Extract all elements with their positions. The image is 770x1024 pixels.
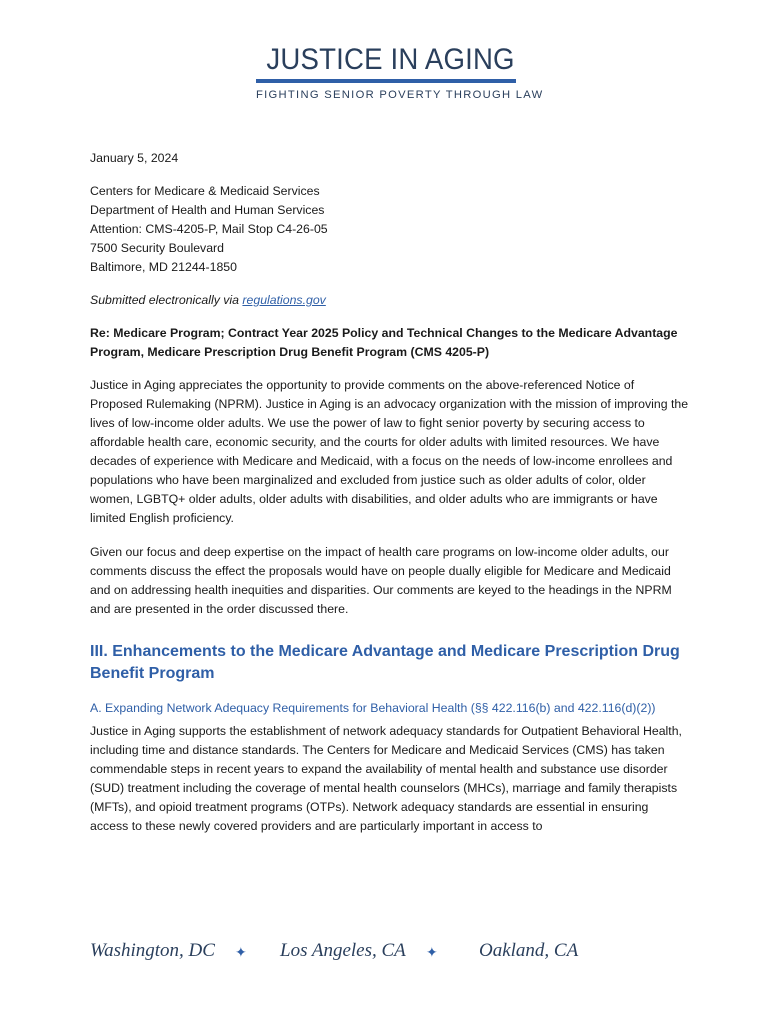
logo-title: JUSTICE IN AGING xyxy=(266,43,515,76)
regulations-gov-link[interactable]: regulations.gov xyxy=(242,293,326,307)
logo-tagline: FIGHTING SENIOR POVERTY THROUGH LAW xyxy=(256,89,544,101)
re-line: Re: Medicare Program; Contract Year 2025 Policy and Technical Changes to the Medicare Advantage Program, Medicare Prescription Drug Benefit Program (CMS 4205-P) xyxy=(90,326,678,359)
address-line: Attention: CMS-4205-P, Mail Stop C4-26-05 xyxy=(90,222,328,236)
submission-prefix: Submitted electronically via xyxy=(90,293,239,307)
network-adequacy-paragraph: Justice in Aging supports the establishment of network adequacy standards for Outpatient Behavioral Health, including time and distance standards. The Centers for Medicare and Medicaid Services (CMS) has taken commendable steps in recent years to expand the availability of mental health and substance use disorder (SUD) treatment including the coverage of mental health counselors (MHCs), marriage and family therapists (MFTs), and opioid treatment programs (OTPs). Network adequacy standards are essential in ensuring access to these newly covered providers and are particularly important in access to xyxy=(90,724,682,833)
footer-location-washington: Washington, DC xyxy=(90,940,215,961)
address-line: Baltimore, MD 21244-1850 xyxy=(90,260,237,274)
star-separator-icon: ✦ xyxy=(426,946,438,961)
address-line: Centers for Medicare & Medicaid Services xyxy=(90,184,320,198)
focus-paragraph: Given our focus and deep expertise on the impact of health care programs on low-income older adults, our comments discuss the effect the proposals would have on people dually eligible for Medicare and Medicaid and on addressing health inequities and disparities. Our comments are keyed to the headings in the NPRM and are presented in the order discussed there. xyxy=(90,545,672,616)
letter-date: January 5, 2024 xyxy=(90,151,179,165)
footer-locations xyxy=(90,940,690,970)
intro-paragraph: Justice in Aging appreciates the opportunity to provide comments on the above-referenced Notice of Proposed Rulemaking (NPRM). Justice in Aging is an advocacy organization with the mission of improving the lives of low-income older adults. We use the power of law to fight senior poverty by securing access to affordable health care, economic security, and the courts for older adults with limited resources. We have decades of experience with Medicare and Medicaid, with a focus on the needs of low-income enrollees and populations who have been marginalized and excluded from justice such as older adults of color, older women, LGBTQ+ older adults, older adults with disabilities, and older adults who are immigrants or have limited English proficiency. xyxy=(90,378,689,525)
footer-location-oakland: Oakland, CA xyxy=(479,940,579,961)
logo-rule xyxy=(256,79,516,83)
star-separator-icon: ✦ xyxy=(235,946,247,961)
section-heading: III. Enhancements to the Medicare Advantage and Medicare Prescription Drug Benefit Program xyxy=(90,643,680,682)
address-line: 7500 Security Boulevard xyxy=(90,241,224,255)
letter-body xyxy=(90,149,690,851)
address-line: Department of Health and Human Services xyxy=(90,203,325,217)
footer-location-los-angeles: Los Angeles, CA xyxy=(280,940,406,961)
justice-in-aging-logo xyxy=(256,43,544,101)
submission-note xyxy=(90,291,690,310)
subsection-heading: A. Expanding Network Adequacy Requirements for Behavioral Health (§§ 422.116(b) and 422.116(d)(2)) xyxy=(90,701,656,715)
recipient-address xyxy=(90,182,690,277)
